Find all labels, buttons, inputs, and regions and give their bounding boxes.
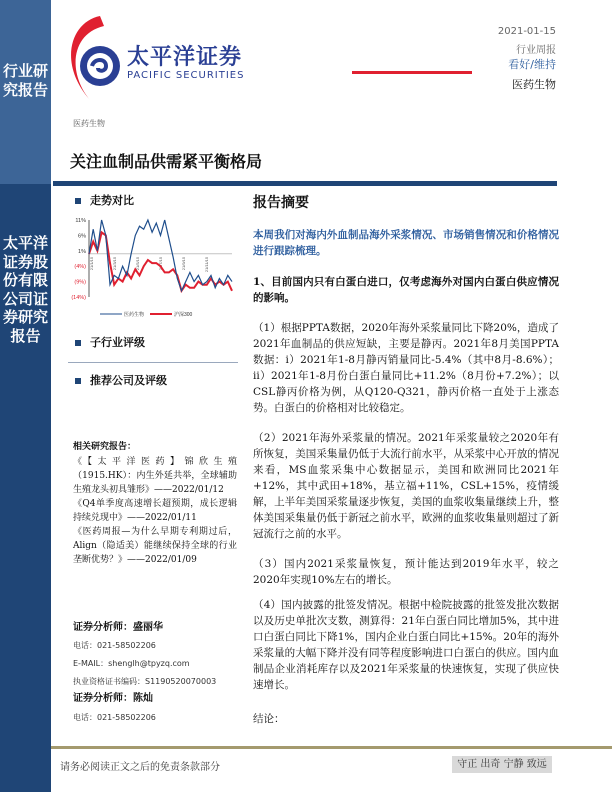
- analyst-2-phone: 电话：021-58502206: [73, 713, 156, 722]
- recommend-heading: [75, 372, 167, 388]
- header-red-divider: [352, 71, 472, 74]
- sub-rating-heading: [75, 334, 145, 350]
- section-divider: [68, 362, 238, 363]
- y-tick-label: (14%): [71, 295, 86, 301]
- legend-label: 医药生物: [124, 312, 145, 318]
- footer-disclaimer: 请务必阅读正文之后的免责条款部分: [60, 762, 220, 773]
- report-date: 2021-01-15: [497, 26, 556, 37]
- analyst-1-cert: 执业资格证书编码：S1190520070003: [73, 677, 217, 686]
- report-type: 行业周报: [516, 45, 556, 56]
- rating: 看好/维持: [508, 58, 556, 71]
- trend-heading-text: 走势对比: [90, 194, 134, 207]
- logo-cn: 太平洋证券: [127, 45, 243, 70]
- sidebar-bottom-label: 太平洋证券股份有限公司证券研究报告: [2, 234, 48, 345]
- x-tick-label: 21/5/15: [135, 256, 140, 271]
- x-tick-label: 21/3/15: [112, 256, 117, 271]
- analyst-1-phone: 电话：021-58502206: [73, 641, 156, 650]
- logo-en: PACIFIC SECURITIES: [127, 70, 245, 81]
- x-tick-label: 21/9/15: [181, 256, 186, 271]
- analyst-1-email[interactable]: E-MAIL：shenglh@tpyzq.com: [73, 659, 190, 668]
- x-tick-label: 21/11/15: [204, 256, 209, 273]
- related-report-2[interactable]: 《Q4单季度高速增长超预期，成长逻辑持续兑现中》——2022/01/11: [73, 499, 237, 523]
- related-report-3[interactable]: 《医药周报—为什么早期专利期过后，Align（隐适美）能继续保持全球的行业垄断优势？》——2022/01/09: [73, 527, 237, 565]
- paragraph-2: （2）2021年海外采浆量的情况。2021年采浆量较之2020年有所恢复，美国采集量仍低于大流行前水平，从采浆中心开放的情况来看，MS血浆采集中心数据显示，美国和欧洲同比2021年+12%，其中武田+18%，基立福+11%，CSL+15%，疫情缓解，上半年美国采浆量逐步恢复，美国的血浆收集量继续上升，整体美国采集量仍低于新冠之前水平，欧洲的血浆收集量则超过了新冠流行之前的水平。: [253, 432, 559, 540]
- page-title: 关注血制品供需紧平衡格局: [70, 152, 263, 171]
- breadcrumb: 医药生物: [73, 119, 105, 128]
- footer-divider: [51, 746, 612, 749]
- sub-rating-heading-text: 子行业评级: [90, 336, 145, 349]
- paragraph-3: （3）国内2021采浆量恢复，预计能达到2019年水平，较之2020年实现10%左右的增长。: [253, 558, 559, 586]
- legend-label: 沪深300: [174, 312, 193, 318]
- y-tick-label: 6%: [78, 233, 86, 240]
- related-title: 相关研究报告：: [73, 442, 137, 452]
- footer-motto: 守正 出奇 宁静 致远: [452, 756, 552, 773]
- related-list: [73, 455, 237, 567]
- x-tick-label: 21/7/15: [158, 256, 163, 271]
- analyst-1-name: 证券分析师：盛丽华: [73, 622, 163, 633]
- paragraph-1: （1）根据PPTA数据，2020年海外采浆量同比下降20%，造成了2021年血制品的供应短缺，主要是静丙。2021年8月美国PPTA数据：i）2021年1-8月静丙销量同比-5.4%（其中8月-8.6%）；ii）2021年1-8月份白蛋白量同比+11.2%（8月份+7.2%）；以CSL静丙价格为例，从Q120-Q321，静丙价格一直处于上涨态势。白蛋白的价格相对比较稳定。: [253, 322, 559, 414]
- sidebar-bottom: [0, 184, 51, 792]
- trend-heading: [75, 192, 134, 208]
- y-tick-label: 11%: [75, 218, 86, 224]
- logo-mark-icon: [60, 14, 124, 102]
- industry: 医药生物: [512, 78, 556, 91]
- conclusion-label: 结论：: [253, 713, 285, 725]
- y-tick-label: 1%: [78, 248, 86, 255]
- related-report-1[interactable]: 《【太平洋医药】锦欣生殖（1915.HK）：内生外延共举，全球辅助生殖龙头初具雏形》——2022/01/12: [73, 457, 237, 495]
- point-1-heading: 1、目前国内只有白蛋白进口，仅考虑海外对国内白蛋白供应情况的影响。: [253, 276, 559, 304]
- y-tick-label: (9%): [74, 279, 86, 286]
- analyst-2-name: 证券分析师：陈灿: [73, 693, 153, 704]
- sidebar-top-label: 行业研究报告: [2, 62, 48, 99]
- recommend-heading-text: 推荐公司及评级: [90, 374, 167, 387]
- title-divider: [53, 181, 557, 186]
- trend-chart: [60, 210, 240, 325]
- bullet-square-icon: [75, 378, 81, 384]
- company-logo: [60, 14, 245, 106]
- summary-intro: 本周我们对海内外血制品海外采浆情况、市场销售情况和价格情况进行跟踪梳理。: [253, 229, 559, 257]
- bullet-square-icon: [75, 340, 81, 346]
- bullet-square-icon: [75, 198, 81, 204]
- y-tick-label: (4%): [74, 264, 86, 271]
- x-tick-label: 21/1/15: [89, 256, 94, 271]
- paragraph-4: （4）国内披露的批签发情况。根据中检院披露的批签发批次数据以及历史单批次支数，测算得：21年白蛋白同比增加5%，其中进口白蛋白同比下降1%，国内企业白蛋白同比+15%。20年的海外采浆量的大幅下降并没有同等程度影响进口白蛋白的供应。国内血制品企业消耗库存以及2021年采浆量的快速恢复，实现了供应快速增长。: [253, 599, 559, 691]
- summary-heading: 报告摘要: [253, 195, 309, 211]
- sidebar-top: [0, 0, 51, 184]
